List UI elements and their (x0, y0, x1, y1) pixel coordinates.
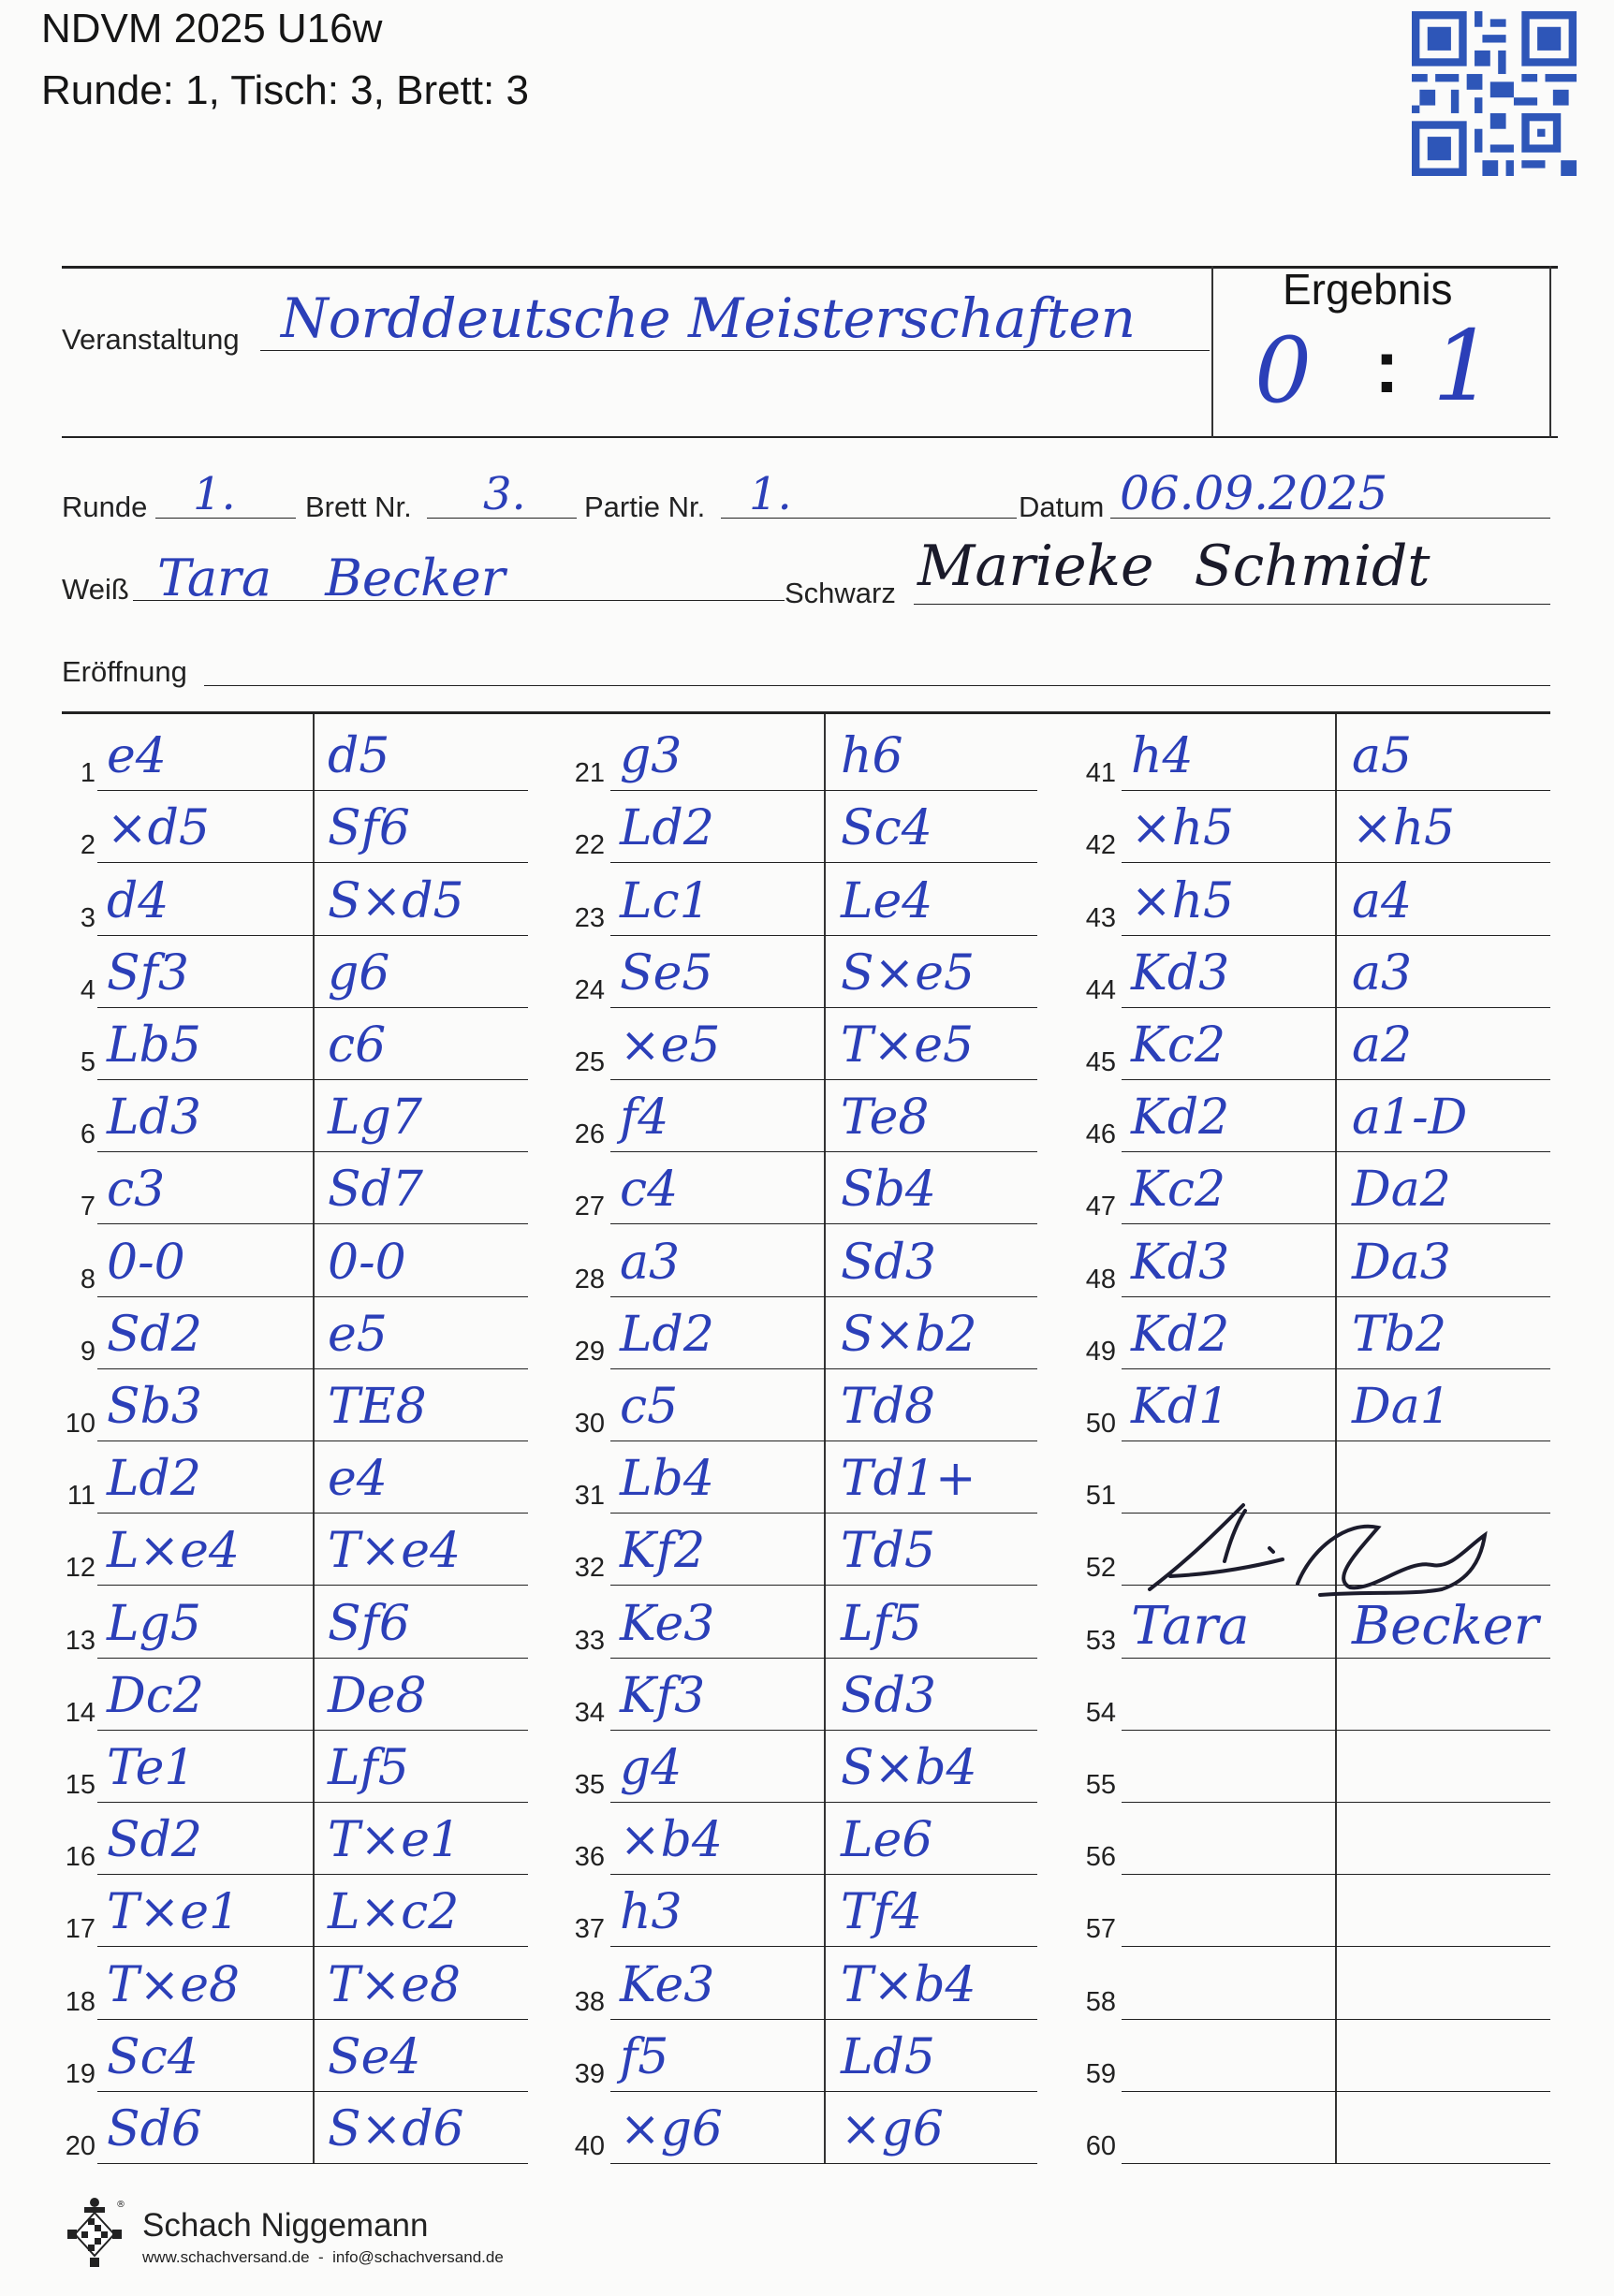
move-number: 1 (80, 758, 95, 788)
black-move: a4 (1352, 873, 1413, 929)
move-row-line (1122, 1946, 1550, 1947)
white-move: ×g6 (620, 2101, 723, 2157)
white-move: Ld2 (107, 1451, 201, 1507)
black-move: a1-D (1352, 1090, 1468, 1146)
white-move: Sf3 (107, 945, 189, 1002)
move-row-line (97, 1730, 528, 1731)
move-row-line (97, 1513, 528, 1514)
move-row-line (610, 2019, 1037, 2020)
white-move: h3 (620, 1884, 682, 1940)
black-move: Sc4 (841, 800, 932, 856)
black-move: T×e1 (328, 1812, 462, 1868)
white-move: 0-0 (107, 1235, 185, 1291)
move-row-line (610, 1730, 1037, 1731)
move-row-line (610, 1874, 1037, 1875)
white-move: Ld2 (620, 800, 714, 856)
black-move: Tf4 (841, 1884, 923, 1940)
black-move: Td5 (841, 1523, 936, 1579)
black-move: L×c2 (328, 1884, 460, 1940)
move-row-line (610, 1585, 1037, 1586)
chess-logo-icon (56, 2196, 133, 2273)
move-number: 50 (1085, 1409, 1116, 1439)
black-move: 0-0 (328, 1235, 406, 1291)
move-row-line (1122, 1007, 1550, 1008)
white-move: Se5 (620, 945, 713, 1002)
white-move: Kd3 (1131, 945, 1230, 1002)
weiss-label: Weiß (62, 573, 129, 606)
move-row-line (610, 1079, 1037, 1080)
move-row-line (1122, 935, 1550, 936)
move-number: 32 (574, 1553, 605, 1583)
white-move: h4 (1131, 728, 1194, 784)
footer-contact: www.schachversand.de - info@schachversand.de (142, 2248, 504, 2266)
move-row-line (1122, 1658, 1550, 1659)
move-row-line (610, 1007, 1037, 1008)
white-move: c4 (620, 1162, 679, 1218)
white-move: T×e8 (107, 1957, 241, 2013)
move-number: 11 (66, 1481, 95, 1511)
black-move: Td1+ (841, 1451, 976, 1507)
black-move: Te8 (841, 1090, 930, 1146)
black-move: a5 (1352, 728, 1413, 784)
signature-image (1133, 1494, 1507, 1606)
ergebnis-label: Ergebnis (1283, 265, 1453, 314)
white-move: Sd6 (107, 2101, 202, 2157)
move-row-line (1122, 2019, 1550, 2020)
black-move: Ld5 (841, 2029, 935, 2085)
move-number: 19 (65, 2059, 95, 2089)
move-row-line (610, 1802, 1037, 1803)
move-row-line (97, 790, 528, 791)
move-number: 20 (65, 2131, 95, 2161)
move-row-line (1122, 1802, 1550, 1803)
schwarz-value: Marieke Schmidt (917, 534, 1431, 599)
move-number: 7 (80, 1192, 95, 1221)
move-number: 55 (1085, 1770, 1116, 1800)
veranstaltung-value: Norddeutsche Meisterschaften (281, 286, 1137, 350)
white-move: Sc4 (107, 2029, 198, 2085)
move-number: 52 (1085, 1553, 1116, 1583)
white-move: g4 (620, 1740, 682, 1796)
move-number: 6 (80, 1119, 95, 1149)
schwarz-label: Schwarz (785, 577, 896, 609)
datum-value: 06.09.2025 (1120, 466, 1388, 520)
move-row-line (610, 790, 1037, 791)
move-row-line (97, 1658, 528, 1659)
white-move: Kc2 (1131, 1162, 1226, 1218)
black-move: Le6 (841, 1812, 933, 1868)
move-row-line (610, 1658, 1037, 1659)
datum-label: Datum (1019, 490, 1105, 523)
move-number: 5 (80, 1047, 95, 1077)
move-number: 12 (65, 1553, 95, 1583)
move-row-line (1122, 1440, 1550, 1441)
white-move: ×h5 (1131, 800, 1235, 856)
move-number: 36 (574, 1842, 605, 1872)
move-row-line (610, 1368, 1037, 1369)
move-row-line (97, 1368, 528, 1369)
qr-code-icon (1412, 11, 1577, 176)
move-number: 60 (1085, 2131, 1116, 2161)
move-row-line (610, 1296, 1037, 1297)
runde-value: 1. (193, 468, 236, 520)
white-move: ×d5 (107, 800, 210, 856)
white-move: e4 (107, 728, 167, 784)
move-row-line (610, 1440, 1037, 1441)
white-move: Ld2 (620, 1307, 714, 1363)
white-move: Ke3 (620, 1957, 715, 2013)
move-row-line (610, 2091, 1037, 2092)
veranstaltung-label: Veranstaltung (62, 323, 240, 356)
ergebnis-separator: : (1374, 325, 1400, 408)
move-row-line (97, 1007, 528, 1008)
black-move: T×e5 (841, 1017, 975, 1074)
move-row-line (97, 1874, 528, 1875)
brett-label: Brett Nr. (305, 490, 412, 523)
white-move: Ke3 (620, 1596, 715, 1652)
white-move: Te1 (107, 1740, 196, 1796)
move-number: 26 (574, 1119, 605, 1149)
white-move: Tara (1131, 1596, 1250, 1657)
move-number: 23 (574, 903, 605, 933)
move-row-line (1122, 1079, 1550, 1080)
black-move: S×d6 (328, 2101, 464, 2157)
move-number: 59 (1085, 2059, 1116, 2089)
move-number: 44 (1085, 975, 1116, 1005)
move-number: 40 (574, 2131, 605, 2161)
move-number: 58 (1085, 1987, 1116, 2017)
black-move: Da2 (1352, 1162, 1451, 1218)
move-row-line (97, 1223, 528, 1224)
result-box-left (1211, 266, 1213, 438)
partie-value: 1. (749, 468, 792, 520)
move-number: 43 (1085, 903, 1116, 933)
move-number: 37 (574, 1914, 605, 1944)
move-number: 22 (574, 830, 605, 860)
move-number: 16 (65, 1842, 95, 1872)
white-move: d4 (107, 873, 169, 929)
black-move: Lg7 (328, 1090, 422, 1146)
runde-label: Runde (62, 490, 148, 523)
black-move: g6 (328, 945, 390, 1002)
move-row-line (1122, 790, 1550, 791)
move-number: 57 (1085, 1914, 1116, 1944)
black-move: h6 (841, 728, 903, 784)
eroeffnung-label: Eröffnung (62, 655, 187, 688)
black-move: a2 (1352, 1017, 1413, 1074)
move-row-line (97, 1296, 528, 1297)
black-move: S×b4 (841, 1740, 977, 1796)
white-move: Lb4 (620, 1451, 714, 1507)
move-row-line (97, 862, 528, 863)
move-row-line (610, 1946, 1037, 1947)
black-move: ×g6 (841, 2101, 944, 2157)
black-move: T×b4 (841, 1957, 976, 2013)
move-number: 4 (80, 975, 95, 1005)
move-row-line (97, 1151, 528, 1152)
move-row-line (1122, 1296, 1550, 1297)
move-number: 21 (574, 758, 605, 788)
move-number: 39 (574, 2059, 605, 2089)
ergebnis-black: 1 (1432, 309, 1495, 423)
move-row-line (610, 1513, 1037, 1514)
move-row-line (97, 1946, 528, 1947)
move-number: 45 (1085, 1047, 1116, 1077)
white-move: f4 (620, 1090, 669, 1146)
move-number: 28 (574, 1265, 605, 1294)
svg-text:®: ® (116, 2200, 125, 2210)
move-number: 31 (574, 1481, 605, 1511)
move-number: 34 (574, 1698, 605, 1728)
footer-brand: Schach Niggemann (142, 2207, 429, 2244)
move-number: 51 (1085, 1481, 1116, 1511)
move-number: 33 (574, 1626, 605, 1656)
move-number: 14 (65, 1698, 95, 1728)
black-move: e5 (328, 1307, 388, 1363)
move-number: 41 (1085, 758, 1116, 788)
brett-value: 3. (483, 468, 526, 520)
eroeffnung-line (204, 685, 1550, 686)
black-move: T×e8 (328, 1957, 462, 2013)
move-number: 38 (574, 1987, 605, 2017)
black-move: S×e5 (841, 945, 976, 1002)
white-move: Kd3 (1131, 1235, 1230, 1291)
form-mid-border (62, 436, 1558, 438)
move-number: 13 (65, 1626, 95, 1656)
move-number: 47 (1085, 1192, 1116, 1221)
white-move: Sb3 (107, 1379, 202, 1435)
move-number: 56 (1085, 1842, 1116, 1872)
move-row-line (97, 2091, 528, 2092)
white-move: c5 (620, 1379, 679, 1435)
move-number: 27 (574, 1192, 605, 1221)
move-row-line (97, 935, 528, 936)
move-row-line (1122, 862, 1550, 863)
white-move: ×b4 (620, 1812, 723, 1868)
move-row-line (1122, 1151, 1550, 1152)
black-move: S×d5 (328, 873, 464, 929)
move-number: 49 (1085, 1337, 1116, 1367)
schwarz-line (914, 604, 1550, 605)
black-move: Da1 (1352, 1379, 1451, 1435)
move-number: 54 (1085, 1698, 1116, 1728)
move-row-line (610, 862, 1037, 863)
move-number: 15 (65, 1770, 95, 1800)
white-move: Kd2 (1131, 1090, 1230, 1146)
move-number: 29 (574, 1337, 605, 1367)
partie-label: Partie Nr. (584, 490, 706, 523)
move-number: 17 (65, 1914, 95, 1944)
black-move: Da3 (1352, 1235, 1451, 1291)
move-number: 30 (574, 1409, 605, 1439)
white-move: Kd1 (1131, 1379, 1230, 1435)
move-row-line (97, 2019, 528, 2020)
move-row-line (1122, 1730, 1550, 1731)
black-move: Sf6 (328, 800, 410, 856)
move-number: 35 (574, 1770, 605, 1800)
move-number: 53 (1085, 1626, 1116, 1656)
move-number: 25 (574, 1047, 605, 1077)
black-move: Sf6 (328, 1596, 410, 1652)
black-move: ×h5 (1352, 800, 1456, 856)
move-row-line (610, 1151, 1037, 1152)
black-move: T×e4 (328, 1523, 462, 1579)
black-move: Becker (1352, 1596, 1539, 1657)
move-number: 18 (65, 1987, 95, 2017)
black-move: De8 (328, 1668, 427, 1724)
white-move: Kd2 (1131, 1307, 1230, 1363)
white-move: Lc1 (620, 873, 711, 929)
black-move: Lf5 (841, 1596, 922, 1652)
black-move: Se4 (328, 2029, 421, 2085)
white-move: f5 (620, 2029, 669, 2085)
white-move: L×e4 (107, 1523, 240, 1579)
move-number: 9 (80, 1337, 95, 1367)
white-move: ×h5 (1131, 873, 1235, 929)
black-move: TE8 (328, 1379, 427, 1435)
move-number: 48 (1085, 1265, 1116, 1294)
white-move: Dc2 (107, 1668, 204, 1724)
black-move: Sd3 (841, 1668, 936, 1724)
white-move: Lb5 (107, 1017, 201, 1074)
move-number: 3 (80, 903, 95, 933)
round-info: Runde: 1, Tisch: 3, Brett: 3 (41, 67, 529, 113)
result-box-right (1549, 266, 1551, 438)
white-move: g3 (620, 728, 682, 784)
black-move: Lf5 (328, 1740, 409, 1796)
move-row-line (610, 935, 1037, 936)
move-number: 10 (65, 1409, 95, 1439)
black-move: c6 (328, 1017, 387, 1074)
move-number: 42 (1085, 830, 1116, 860)
white-move: a3 (620, 1235, 681, 1291)
black-move: e4 (328, 1451, 388, 1507)
move-row-line (610, 2163, 1037, 2164)
weiss-value: Tara Becker (157, 548, 506, 607)
move-row-line (1122, 1368, 1550, 1369)
black-move: a3 (1352, 945, 1413, 1002)
white-move: Sd2 (107, 1812, 202, 1868)
ergebnis-white: 0 (1255, 318, 1313, 423)
white-move: Kc2 (1131, 1017, 1226, 1074)
white-move: Kf2 (620, 1523, 706, 1579)
move-number: 8 (80, 1265, 95, 1294)
move-row-line (97, 1440, 528, 1441)
move-row-line (610, 1223, 1037, 1224)
black-move: Sb4 (841, 1162, 936, 1218)
black-move: Le4 (841, 873, 933, 929)
sheet-title: NDVM 2025 U16w (41, 6, 383, 51)
move-row-line (1122, 1223, 1550, 1224)
white-move: ×e5 (620, 1017, 721, 1074)
move-row-line (97, 1585, 528, 1586)
white-move: Sd2 (107, 1307, 202, 1363)
move-row-line (97, 1802, 528, 1803)
black-move: d5 (328, 728, 390, 784)
white-move: Ld3 (107, 1090, 201, 1146)
black-move: Sd3 (841, 1235, 936, 1291)
moves-top-border (62, 711, 1550, 714)
move-row-line (97, 1079, 528, 1080)
move-number: 46 (1085, 1119, 1116, 1149)
move-row-line (1122, 2163, 1550, 2164)
move-number: 24 (574, 975, 605, 1005)
move-row-line (97, 2163, 528, 2164)
white-move: Lg5 (107, 1596, 201, 1652)
white-move: c3 (107, 1162, 166, 1218)
move-row-line (1122, 1874, 1550, 1875)
white-move: Kf3 (620, 1668, 706, 1724)
move-number: 2 (80, 830, 95, 860)
move-row-line (1122, 2091, 1550, 2092)
black-move: Sd7 (328, 1162, 423, 1218)
black-move: S×b2 (841, 1307, 977, 1363)
black-move: Tb2 (1352, 1307, 1447, 1363)
veranstaltung-line (260, 350, 1210, 351)
white-move: T×e1 (107, 1884, 241, 1940)
black-move: Td8 (841, 1379, 936, 1435)
